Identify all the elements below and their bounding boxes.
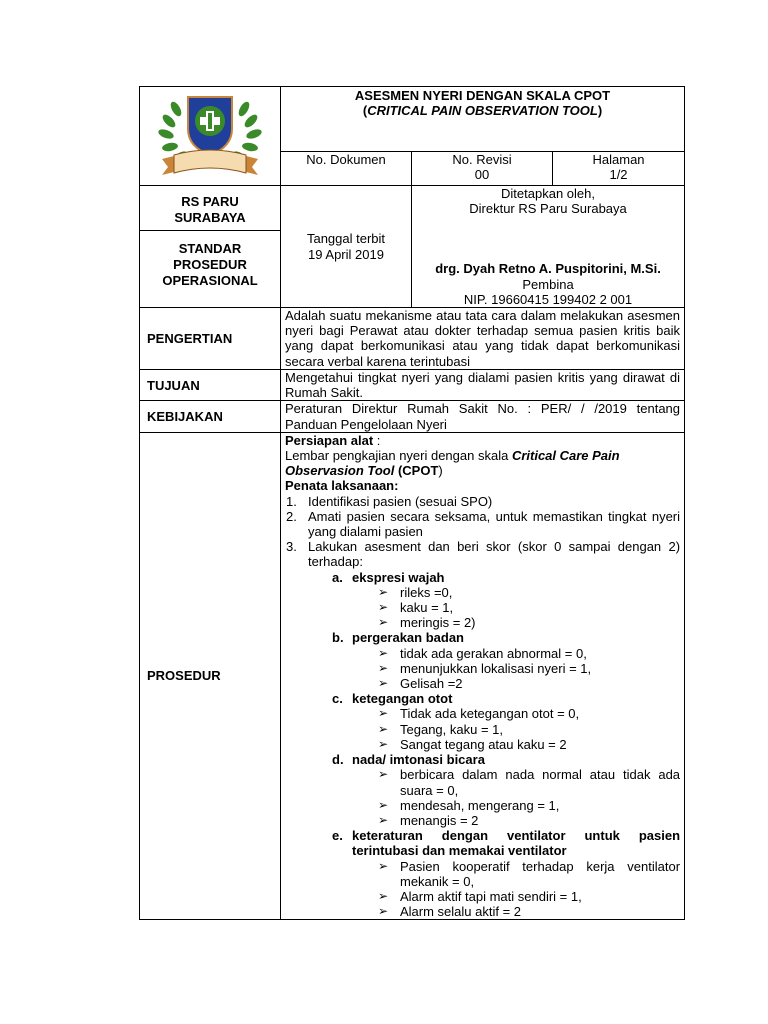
procedure-step — [285, 509, 680, 539]
score-item — [285, 600, 680, 615]
score-item — [285, 889, 680, 904]
step-number: 2. — [286, 508, 297, 524]
score-item — [285, 737, 680, 752]
score-item-text: tidak ada gerakan abnormal = 0, — [400, 645, 587, 661]
score-item — [285, 904, 680, 919]
arrow-bullet-icon: ➢ — [378, 797, 389, 812]
step-text: Identifikasi pasien (sesuai SPO) — [308, 493, 493, 509]
prosedur-label: PROSEDUR — [140, 432, 281, 920]
score-item-text: Alarm selalu aktif = 2 — [400, 904, 522, 920]
prosedur-content — [281, 432, 685, 920]
group-letter: a. — [332, 569, 343, 585]
score-item-text: Gelisah =2 — [400, 676, 463, 692]
score-item — [285, 813, 680, 828]
group-title: pergerakan badan — [352, 630, 464, 646]
assessment-groups — [285, 570, 680, 920]
halaman-cell — [553, 152, 685, 186]
halaman-value: 1/2 — [609, 167, 628, 183]
group-title: keteraturan dengan ventilator untuk pasien terintubasi dan memakai ventilator — [352, 828, 681, 859]
group-letter: e. — [332, 828, 343, 844]
no-revisi-value: 00 — [474, 167, 490, 183]
arrow-bullet-icon: ➢ — [378, 721, 389, 736]
sop-line1: STANDAR — [178, 241, 242, 256]
kebijakan-label: KEBIJAKAN — [140, 401, 281, 432]
score-item-text: Tegang, kaku = 1, — [400, 721, 503, 737]
tanggal-terbit-cell — [281, 186, 412, 308]
arrow-bullet-icon: ➢ — [378, 615, 389, 630]
persiapan-alat-heading — [285, 433, 680, 448]
score-item-text: menangis = 2 — [400, 812, 479, 828]
tanggal-terbit-value: 19 April 2019 — [308, 246, 384, 262]
persiapan-colon: : — [373, 432, 381, 448]
arrow-bullet-icon: ➢ — [378, 904, 389, 919]
sop-document — [139, 86, 684, 920]
score-item-text: kaku = 1, — [400, 600, 454, 616]
assessment-group-title — [285, 630, 680, 645]
direktur-label: Direktur RS Paru Surabaya — [469, 201, 627, 217]
arrow-bullet-icon: ➢ — [378, 706, 389, 721]
score-item — [285, 859, 680, 889]
arrow-bullet-icon: ➢ — [378, 812, 389, 827]
hospital-name: RS PARU SURABAYA — [140, 186, 280, 231]
score-item — [285, 706, 680, 721]
arrow-bullet-icon: ➢ — [378, 888, 389, 903]
ditetapkan-label: Ditetapkan oleh, — [501, 186, 595, 201]
score-item-text: Sangat tegang atau kaku = 2 — [400, 736, 567, 752]
no-revisi-cell — [412, 152, 553, 186]
sop-table — [139, 86, 685, 920]
group-letter: d. — [332, 752, 344, 768]
score-item — [285, 798, 680, 813]
document-title-line2 — [285, 103, 680, 118]
arrow-bullet-icon: ➢ — [378, 767, 389, 782]
group-title: ekspresi wajah — [352, 569, 445, 585]
persiapan-pre: Lembar pengkajian nyeri dengan skala — [285, 448, 512, 464]
persiapan-italic2: Observasion Tool — [285, 463, 395, 479]
penata-laksanaan-heading: Penata laksanaan: — [285, 478, 399, 494]
score-item-text: mendesah, mengerang = 1, — [400, 797, 560, 813]
persiapan-title: Persiapan alat — [285, 432, 374, 448]
score-item-text: rileks =0, — [400, 584, 453, 600]
arrow-bullet-icon: ➢ — [378, 645, 389, 660]
signatory-rank: Pembina — [522, 276, 574, 292]
score-item — [285, 661, 680, 676]
arrow-bullet-icon: ➢ — [378, 858, 389, 873]
group-title: nada/ imtonasi bicara — [352, 752, 485, 768]
pengertian-text: Adalah suatu mekanisme atau tata cara dalam melakukan asesmen nyeri bagi Perawat atau dokter terhadap semua pasien kritis baik yang dapat berkomunikasi atau yang tidak dapat berkomunikasi secara verbal karena terintubasi — [281, 308, 685, 370]
tanggal-terbit-label: Tanggal terbit — [306, 231, 386, 247]
no-dokumen-cell — [281, 152, 412, 186]
halaman-label: Halaman — [592, 152, 645, 167]
score-item — [285, 676, 680, 691]
title-paren-open: ( — [362, 103, 368, 119]
score-item — [285, 722, 680, 737]
score-item — [285, 646, 680, 661]
persiapan-close: ) — [438, 463, 443, 479]
ditetapkan-cell — [412, 186, 685, 308]
persiapan-alat-text — [285, 448, 680, 463]
sop-label — [140, 231, 280, 297]
document-title-cell — [281, 87, 685, 152]
score-item-text: Tidak ada ketegangan otot = 0, — [400, 706, 580, 722]
hospital-name-sop-cell — [140, 186, 281, 308]
assessment-group-title — [285, 828, 680, 858]
procedure-step — [285, 494, 680, 509]
procedure-step — [285, 539, 680, 569]
score-item-text: Pasien kooperatif terhadap kerja ventilator mekanik = 0, — [400, 858, 681, 889]
step-text: Amati pasien secara seksama, untuk memastikan tingkat nyeri yang dialami pasien — [308, 508, 681, 540]
assessment-group-title — [285, 752, 680, 767]
signatory-nip: NIP. 19660415 199402 2 001 — [463, 291, 633, 307]
arrow-bullet-icon: ➢ — [378, 584, 389, 599]
tujuan-label: TUJUAN — [140, 370, 281, 401]
step-number: 1. — [286, 493, 297, 509]
assessment-group-title — [285, 570, 680, 585]
score-item-text: Alarm aktif tapi mati sendiri = 1, — [400, 888, 582, 904]
title-paren-close: ) — [597, 103, 603, 119]
steps-list — [285, 494, 680, 570]
arrow-bullet-icon: ➢ — [378, 736, 389, 751]
group-letter: b. — [332, 630, 344, 646]
hospital-logo-cell — [140, 87, 281, 186]
step-number: 3. — [286, 539, 297, 555]
score-item-text: berbicara dalam nada normal atau tidak ada suara = 0, — [400, 767, 681, 798]
step-text: Lakukan asesment dan beri skor (skor 0 sampai dengan 2) terhadap: — [308, 539, 681, 570]
tujuan-text: Mengetahui tingkat nyeri yang dialami pasien kritis yang dirawat di Rumah Sakit. — [281, 370, 685, 401]
sop-line3: OPERASIONAL — [162, 273, 258, 288]
hospital-logo — [154, 89, 266, 185]
score-item-text: meringis = 2) — [400, 615, 476, 631]
pengertian-label: PENGERTIAN — [140, 308, 281, 370]
persiapan-italic1: Critical Care Pain — [511, 448, 620, 464]
score-item — [285, 615, 680, 630]
signature-space — [416, 216, 680, 261]
arrow-bullet-icon: ➢ — [378, 660, 389, 675]
persiapan-post-bold: (CPOT — [394, 463, 439, 479]
signatory-name: drg. Dyah Retno A. Puspitorini, M.Si. — [435, 261, 661, 277]
hospital-logo-icon — [154, 89, 266, 185]
no-dokumen-label: No. Dokumen — [306, 152, 386, 167]
title-italic: CRITICAL PAIN OBSERVATION TOOL — [367, 103, 598, 119]
kebijakan-text: Peraturan Direktur Rumah Sakit No. : PER/ / /2019 tentang Panduan Pengelolaan Nyeri — [281, 401, 685, 432]
sop-line2: PROSEDUR — [173, 257, 247, 272]
arrow-bullet-icon: ➢ — [378, 676, 389, 691]
group-letter: c. — [332, 691, 343, 707]
score-item-text: menunjukkan lokalisasi nyeri = 1, — [400, 660, 592, 676]
no-revisi-label: No. Revisi — [452, 152, 512, 167]
persiapan-alat-text2 — [285, 463, 680, 478]
score-item — [285, 767, 680, 797]
document-title-line1: ASESMEN NYERI DENGAN SKALA CPOT — [354, 88, 611, 103]
score-item — [285, 585, 680, 600]
group-title: ketegangan otot — [352, 691, 453, 707]
arrow-bullet-icon: ➢ — [378, 600, 389, 615]
assessment-group-title — [285, 691, 680, 706]
